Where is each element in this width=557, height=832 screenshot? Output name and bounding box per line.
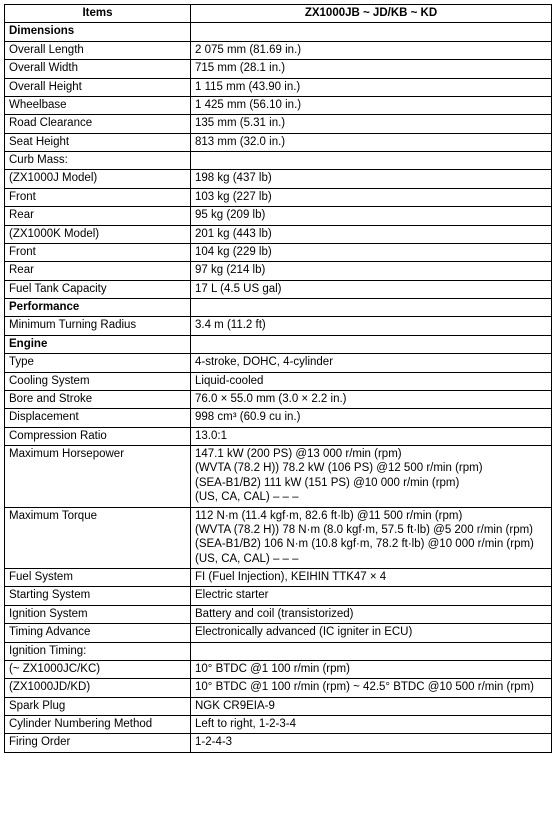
spec-value-line: (WVTA (78.2 H)) 78.2 kW (106 PS) @12 500 r/min (rpm) xyxy=(195,462,483,475)
section-title: Engine xyxy=(5,335,191,353)
spec-label: Wheelbase xyxy=(5,96,191,114)
spec-row xyxy=(5,697,552,715)
spec-value-line: 95 kg (209 lb) xyxy=(195,209,266,222)
spec-row xyxy=(5,409,552,427)
spec-row xyxy=(5,133,552,151)
spec-row xyxy=(5,262,552,280)
spec-value xyxy=(191,78,552,96)
spec-value xyxy=(191,390,552,408)
spec-value xyxy=(191,207,552,225)
spec-row xyxy=(5,60,552,78)
section-title: Dimensions xyxy=(5,23,191,41)
spec-value xyxy=(191,262,552,280)
spec-row xyxy=(5,605,552,623)
spec-row xyxy=(5,115,552,133)
spec-value-line: (US, CA, CAL) – – – xyxy=(195,491,299,504)
spec-value-line xyxy=(195,153,547,167)
spec-value xyxy=(191,170,552,188)
spec-value xyxy=(191,716,552,734)
spec-value-line: 13.0:1 xyxy=(195,429,227,442)
spec-label: Seat Height xyxy=(5,133,191,151)
spec-label: Displacement xyxy=(5,409,191,427)
spec-value-line: 104 kg (229 lb) xyxy=(195,245,272,258)
spec-value xyxy=(191,225,552,243)
spec-value-line: Liquid-cooled xyxy=(195,374,264,387)
spec-label: Road Clearance xyxy=(5,115,191,133)
spec-value-line: 2 075 mm (81.69 in.) xyxy=(195,43,302,56)
spec-value-line: 147.1 kW (200 PS) @13 000 r/min (rpm) xyxy=(195,448,402,460)
spec-label: Timing Advance xyxy=(5,624,191,642)
spec-row xyxy=(5,317,552,335)
spec-row xyxy=(5,507,552,569)
spec-value-line xyxy=(195,644,547,658)
spec-value xyxy=(191,280,552,298)
spec-value-line: (SEA-B1/B2) 106 N·m (10.8 kgf·m, 78.2 ft·lb) @10 000 r/min (rpm) xyxy=(195,538,534,551)
spec-label: Spark Plug xyxy=(5,697,191,715)
spec-label: Fuel System xyxy=(5,569,191,587)
spec-value-line: 715 mm (28.1 in.) xyxy=(195,62,286,75)
spec-value-line: 3.4 m (11.2 ft) xyxy=(195,319,266,332)
spec-value xyxy=(191,642,552,660)
spec-row xyxy=(5,390,552,408)
spec-row xyxy=(5,41,552,59)
spec-row xyxy=(5,679,552,697)
spec-row xyxy=(5,188,552,206)
spec-value xyxy=(191,354,552,372)
spec-value-line: 97 kg (214 lb) xyxy=(195,264,266,277)
spec-value xyxy=(191,96,552,114)
spec-value-line: 112 N·m (11.4 kgf·m, 82.6 ft·lb) @11 500 r/min (rpm) xyxy=(195,509,463,522)
spec-value-line: 201 kg (443 lb) xyxy=(195,227,272,240)
spec-label: Firing Order xyxy=(5,734,191,752)
spec-value-line: 17 L (4.5 US gal) xyxy=(195,282,282,295)
spec-label: Type xyxy=(5,354,191,372)
spec-value-line: 1 425 mm (56.10 in.) xyxy=(195,98,302,111)
spec-label: Maximum Torque xyxy=(5,507,191,569)
spec-value xyxy=(191,624,552,642)
spec-row xyxy=(5,207,552,225)
section-value-empty xyxy=(191,299,552,317)
spec-label: Front xyxy=(5,188,191,206)
spec-value xyxy=(191,507,552,569)
spec-label: Starting System xyxy=(5,587,191,605)
spec-value-line: 1-2-4-3 xyxy=(195,736,233,749)
spec-row xyxy=(5,446,552,508)
spec-row xyxy=(5,78,552,96)
spec-value-line: 813 mm (32.0 in.) xyxy=(195,135,286,148)
spec-value-line: Battery and coil (transistorized) xyxy=(195,607,354,620)
spec-value xyxy=(191,569,552,587)
section-value-empty xyxy=(191,23,552,41)
spec-value-line: 998 cm³ (60.9 cu in.) xyxy=(195,411,301,424)
spec-value-line: NGK CR9EIA-9 xyxy=(195,699,275,712)
spec-value-line: 10° BTDC @1 100 r/min (rpm) xyxy=(195,662,350,675)
spec-label: Overall Length xyxy=(5,41,191,59)
spec-value xyxy=(191,605,552,623)
spec-label: Overall Height xyxy=(5,78,191,96)
spec-value-line: 1 115 mm (43.90 in.) xyxy=(195,80,301,93)
spec-value-line: Electric starter xyxy=(195,589,269,602)
spec-label: Cylinder Numbering Method xyxy=(5,716,191,734)
spec-row xyxy=(5,243,552,261)
spec-label: Curb Mass: xyxy=(5,152,191,170)
spec-label: Front xyxy=(5,243,191,261)
spec-label: Rear xyxy=(5,207,191,225)
spec-label: Fuel Tank Capacity xyxy=(5,280,191,298)
spec-row xyxy=(5,372,552,390)
spec-label: (~ ZX1000JC/KC) xyxy=(5,660,191,678)
spec-row xyxy=(5,734,552,752)
spec-value xyxy=(191,115,552,133)
spec-value-line: Left to right, 1-2-3-4 xyxy=(195,718,296,730)
table-header-row xyxy=(5,5,552,23)
model-column-header: ZX1000JB ~ JD/KB ~ KD xyxy=(191,5,552,23)
spec-value-line: (SEA-B1/B2) 111 kW (151 PS) @10 000 r/min (rpm) xyxy=(195,476,460,489)
spec-value xyxy=(191,446,552,508)
spec-row xyxy=(5,716,552,734)
spec-value-line: 135 mm (5.31 in.) xyxy=(195,117,286,130)
spec-row xyxy=(5,152,552,170)
spec-value xyxy=(191,697,552,715)
items-column-header: Items xyxy=(5,5,191,23)
section-header-row xyxy=(5,299,552,317)
spec-section xyxy=(5,299,552,336)
spec-value-line: 4-stroke, DOHC, 4-cylinder xyxy=(195,356,334,369)
spec-row xyxy=(5,587,552,605)
section-title: Performance xyxy=(5,299,191,317)
spec-label: Rear xyxy=(5,262,191,280)
spec-label: (ZX1000K Model) xyxy=(5,225,191,243)
spec-value xyxy=(191,41,552,59)
spec-label: Maximum Horsepower xyxy=(5,446,191,508)
spec-value xyxy=(191,734,552,752)
section-header-row xyxy=(5,335,552,353)
spec-value xyxy=(191,152,552,170)
spec-label: Overall Width xyxy=(5,60,191,78)
spec-value-line: 10° BTDC @1 100 r/min (rpm) ~ 42.5° BTDC @10 500 r/min (rpm) xyxy=(195,681,534,694)
spec-value xyxy=(191,660,552,678)
spec-row xyxy=(5,660,552,678)
spec-value xyxy=(191,317,552,335)
spec-value-line: 103 kg (227 lb) xyxy=(195,190,272,203)
spec-section xyxy=(5,335,552,752)
spec-label: (ZX1000JD/KD) xyxy=(5,679,191,697)
specifications-table xyxy=(4,4,552,753)
spec-value-line: Electronically advanced (IC igniter in ECU) xyxy=(195,626,413,639)
spec-value xyxy=(191,60,552,78)
spec-row xyxy=(5,170,552,188)
spec-label: Bore and Stroke xyxy=(5,390,191,408)
section-header-row xyxy=(5,23,552,41)
spec-value xyxy=(191,427,552,445)
spec-value xyxy=(191,372,552,390)
spec-row xyxy=(5,642,552,660)
section-value-empty xyxy=(191,335,552,353)
spec-value-line: FI (Fuel Injection), KEIHIN TTK47 × 4 xyxy=(195,571,387,583)
spec-value-line: (US, CA, CAL) – – – xyxy=(195,552,299,565)
spec-value xyxy=(191,679,552,697)
spec-row xyxy=(5,624,552,642)
spec-row xyxy=(5,280,552,298)
spec-value-line: (WVTA (78.2 H)) 78 N·m (8.0 kgf·m, 57.5 ft·lb) @5 200 r/min (rpm) xyxy=(195,523,534,536)
spec-value-line: 76.0 × 55.0 mm (3.0 × 2.2 in.) xyxy=(195,392,347,405)
spec-section xyxy=(5,23,552,299)
spec-label: Compression Ratio xyxy=(5,427,191,445)
spec-value xyxy=(191,133,552,151)
spec-label: (ZX1000J Model) xyxy=(5,170,191,188)
spec-row xyxy=(5,354,552,372)
spec-value xyxy=(191,587,552,605)
spec-row xyxy=(5,427,552,445)
spec-row xyxy=(5,225,552,243)
spec-label: Cooling System xyxy=(5,372,191,390)
spec-row xyxy=(5,96,552,114)
spec-row xyxy=(5,569,552,587)
spec-value xyxy=(191,243,552,261)
spec-value-line: 198 kg (437 lb) xyxy=(195,172,272,185)
spec-label: Minimum Turning Radius xyxy=(5,317,191,335)
spec-label: Ignition System xyxy=(5,605,191,623)
spec-value xyxy=(191,188,552,206)
spec-value xyxy=(191,409,552,427)
spec-label: Ignition Timing: xyxy=(5,642,191,660)
